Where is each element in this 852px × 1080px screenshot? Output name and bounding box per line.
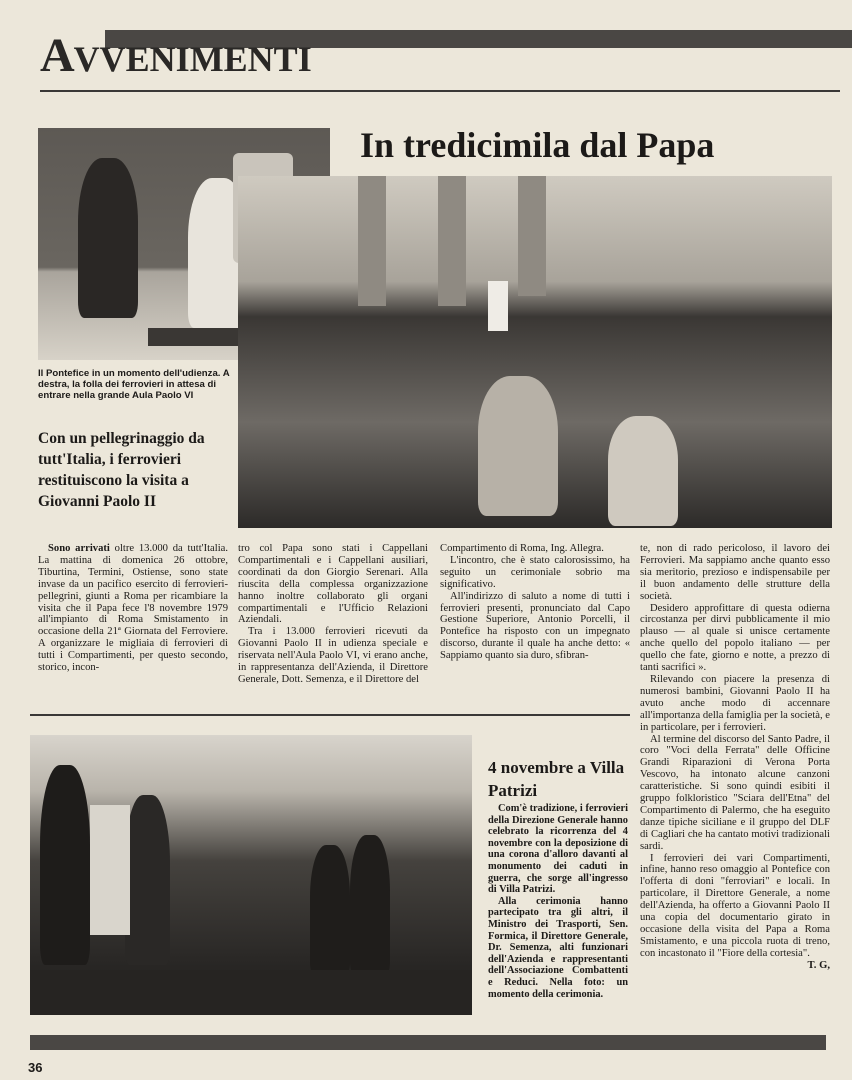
article-title: In tredicimila dal Papa bbox=[360, 125, 715, 165]
article-column-4: te, non di rado pericoloso, il lavoro dei Ferrovieri. Ma sappiamo anche quanto esso sia meritorio, prezioso e indispensabile per il buon andamento delle strutture della società. Desidero approfittare di questa odierna circostanza per dirvi pubblicamente il mio plauso — al quale si unisce certamente anche quello del popolo italiano — per quello che fate, giorno e notte, a prezzo di tanti sacrifici ». Rilevando con piacere la presenza di numerosi bambini, Giovanni Paolo II ha avuto anche modo di accennare all'importanza della famiglia per la società, e in particolare, per i ferrovieri. Al termine del discorso del Santo Padre, il coro "Voci della Ferrata" delle Officine Grandi Riparazioni di Verona Porta Vescovo, ha intonato alcune canzoni caratteristiche. Si sono quindi esibiti il gruppo folkloristico "Sciara dell'Etna" del Compartimento di Palermo, che ha eseguito danze tipiche siciliane e il gruppo del DLF di Cagliari che ha cantato motivi tradizionali sardi. I ferrovieri dei vari Compartimenti, infine, hanno reso omaggio al Pontefice con l'offerta di doni "ferroviari" e locali. In particolare, il Direttore Generale, a nome dell'Azienda, ha offerto a Giovanni Paolo II una copia del documentario girato in occasione della visita del Papa a Roma Smistamento, e una piccola ruota di treno, con incastonato il "Fiore della cortesia". T. G, bbox=[640, 543, 830, 971]
divider bbox=[30, 714, 630, 716]
section-title: AVVENIMENTI bbox=[40, 29, 312, 82]
divider bbox=[40, 90, 840, 92]
sidebar-text: Com'è tradizione, i ferrovieri della Direzione Generale hanno celebrato la ricorrenza del 4 novembre con la deposizione di una corona d'alloro davanti al monumento dei caduti in guerra, che sorge all'ingresso di Villa Patrizi. Alla cerimonia hanno partecipato tra gli altri, il Ministro dei Trasporti, Sen. Formica, il Direttore Generale, Dr. Semenza, alti funzionari dell'Azienda e rappresentanti dell'Associazione Combattenti e Reduci. Nella foto: un momento della cerimonia. bbox=[488, 803, 628, 1000]
photo-ceremony bbox=[30, 735, 472, 1015]
footer-bar bbox=[30, 1035, 826, 1050]
article-column-1: Sono arrivati oltre 13.000 da tutt'Italia. La mattina di domenica 26 ottobre, Tiburtina, Termini, Ostiense, sono state invase da un pacifico esercito di ferrovieri-pellegrini, giunti a Roma per ricambiare la visita che il Papa fece l'8 novembre 1979 all'impianto di Roma Smistamento in occasione della 21ª Giornata del Ferroviere. A organizzare le migliaia di ferrovieri di tutti i Compartimenti, per questo secondo, storico, incon- bbox=[38, 543, 228, 674]
article-column-2: tro col Papa sono stati i Cappellani Compartimentali e i Cappellani ausiliari, coordinati da don Giorgio Serenari. Alla riuscita della complessa organizzazione hanno inoltre collaborato gli organi compartimentali e l'Ufficio Relazioni Aziendali. Tra i 13.000 ferrovieri ricevuti da Giovanni Paolo II in udienza speciale e riservata nell'Aula Paolo VI, vi erano anche, in rappresentanza dell'Azienda, il Direttore Generale, Dott. Semenza, e il Direttore del bbox=[238, 543, 428, 685]
page-number: 36 bbox=[28, 1060, 43, 1075]
author-signature: T. G, bbox=[807, 959, 830, 971]
photo-crowd bbox=[238, 176, 832, 528]
article-subhead: Con un pellegrinaggio da tutt'Italia, i ferrovieri restituiscono la visita a Giovanni Paolo II bbox=[38, 430, 205, 510]
sidebar-title: 4 novembre a Villa Patrizi bbox=[488, 758, 625, 800]
photo-caption: Il Pontefice in un momento dell'udienza. A destra, la folla dei ferrovieri in attesa di entrare nella grande Aula Paolo VI bbox=[38, 368, 230, 401]
article-column-3: Compartimento di Roma, Ing. Allegra. L'incontro, che è stato calorosissimo, ha seguito un cerimoniale sobrio ma significativo. All'indirizzo di saluto a nome di tutti i ferrovieri presenti, pronunciato dal Capo Gestione Superiore, Antonio Porcelli, il Pontefice ha risposto con un impegnato discorso, durante il quale ha anche detto: « Sappiamo quanto sia duro, sfibran- bbox=[440, 543, 630, 662]
